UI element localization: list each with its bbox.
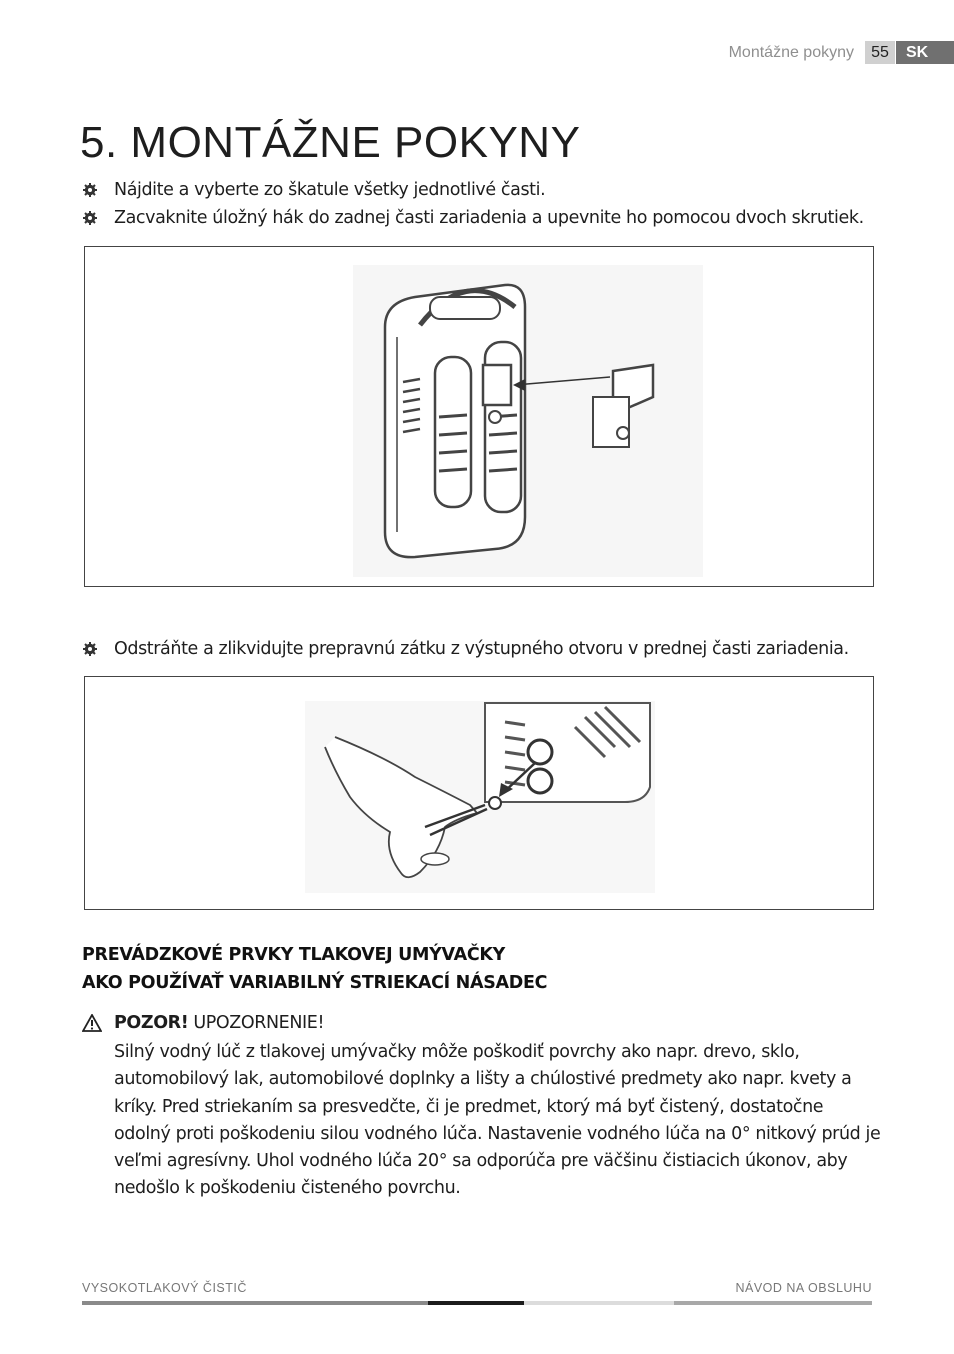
transport-plug-illustration <box>85 677 873 909</box>
gear-bullet-icon <box>82 210 98 226</box>
step-text: Zacvaknite úložný hák do zadnej časti zariadenia a upevnite ho pomocou dvoch skrutiek. <box>114 208 864 228</box>
running-header: Montážne pokyny <box>728 44 854 61</box>
footer-rule-segment <box>82 1301 428 1305</box>
step-text: Nájdite a vyberte zo škatule všetky jednotlivé časti. <box>114 180 546 200</box>
storage-hook-illustration <box>85 247 873 586</box>
footer-product: VYSOKOTLAKOVÝ ČISTIČ <box>82 1281 247 1295</box>
section-heading: PREVÁDZKOVÉ PRVKY TLAKOVEJ UMÝVAČKY <box>82 945 506 965</box>
warning-label: POZOR! <box>114 1013 189 1033</box>
step-text: Odstráňte a zlikvidujte prepravnú zátku z výstupného otvoru v prednej časti zariadenia. <box>114 639 849 659</box>
footer-manual: NÁVOD NA OBSLUHU <box>735 1281 872 1295</box>
gear-bullet-icon <box>82 182 98 198</box>
step-item <box>82 639 849 659</box>
step-item <box>82 208 864 228</box>
footer-rule-segment <box>524 1301 674 1305</box>
language-tab: SK <box>896 41 954 64</box>
step-item <box>82 180 545 200</box>
figure-storage-hook <box>84 246 874 587</box>
page-title: 5. MONTÁŽNE POKYNY <box>80 118 581 167</box>
footer-rule-segment <box>428 1301 524 1305</box>
figure-transport-plug <box>84 676 874 910</box>
warning-triangle-icon <box>82 1014 102 1032</box>
warning-header <box>82 1013 324 1033</box>
gear-bullet-icon <box>82 641 98 657</box>
warning-text: Silný vodný lúč z tlakovej umývačky môže poškodiť povrchy ako napr. drevo, sklo, automobilový lak, automobilové doplnky a lišty a chúlostivé predmety ako napr. kvety a kríky. Pred striekaním sa presvedčte, či je predmet, ktorý má byť čistený, dostatočne odolný proti poškodeniu silou vodného lúča. Nastavenie vodného lúča na 0° nitkový prúd je veľmi agresívny. Uhol vodného lúča 20° sa odporúča pre väčšinu čistiacich úkonov, aby nedošlo k poškodeniu čisteného povrchu. <box>114 1042 881 1199</box>
warning-title: UPOZORNENIE! <box>193 1013 325 1033</box>
footer-rule-segment <box>674 1301 872 1305</box>
section-subheading: AKO POUŽÍVAŤ VARIABILNÝ STRIEKACÍ NÁSADEC <box>82 973 548 993</box>
page-number: 55 <box>865 41 895 64</box>
